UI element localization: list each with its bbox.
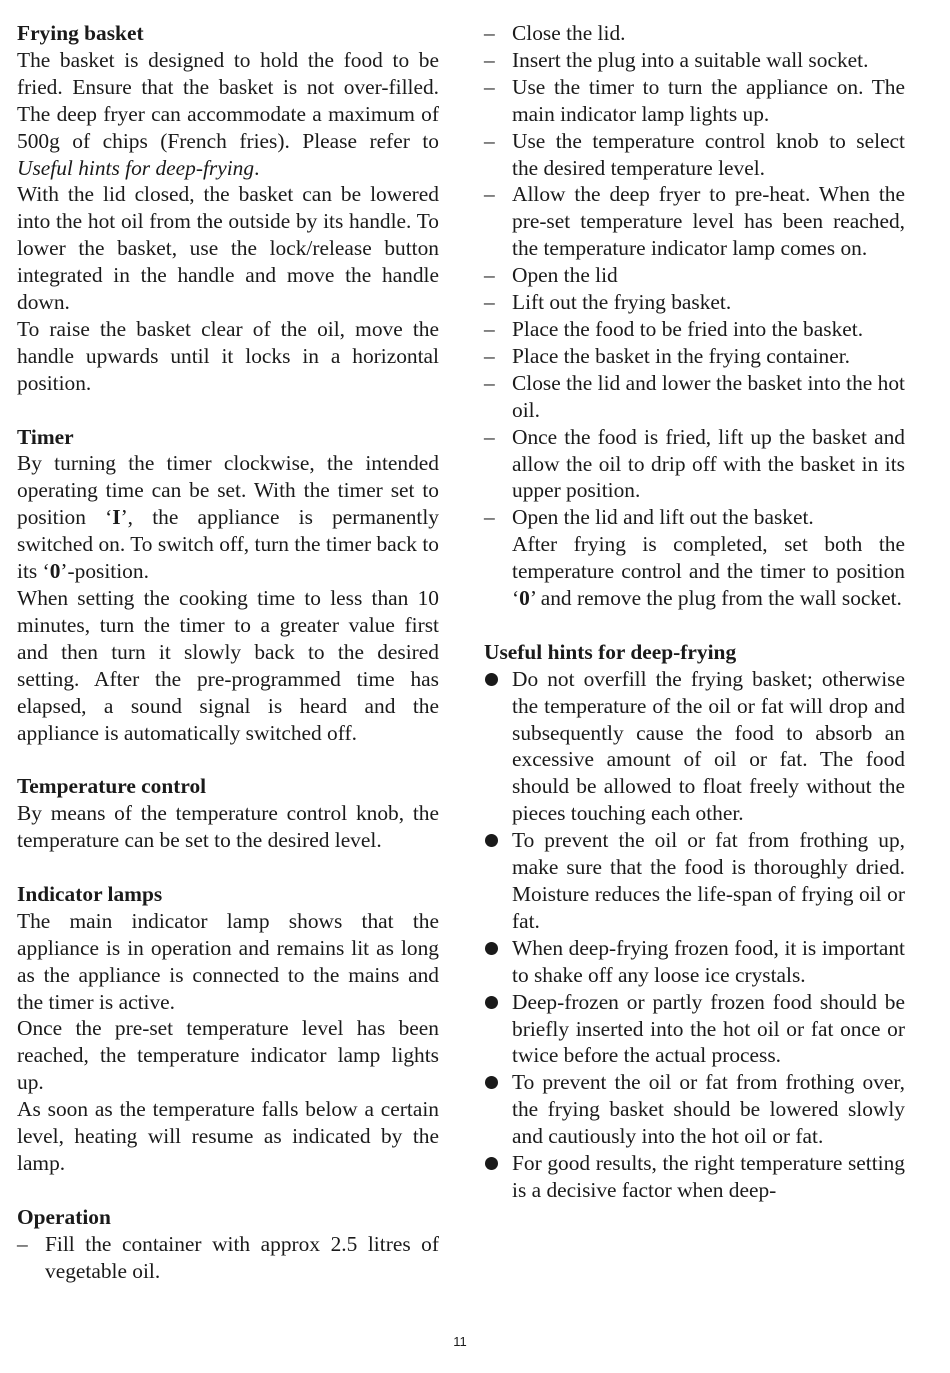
operation-heading: Operation <box>17 1204 111 1229</box>
operation-step: – Close the lid. <box>484 20 905 47</box>
hint-item: When deep-frying frozen food, it is important to shake off any loose ice crystals. <box>484 935 905 989</box>
temperature-control-paragraph: By means of the temperature control knob, the temperature can be set to the desired level. <box>17 801 439 853</box>
timer-paragraph-2: When setting the cooking time to less than 10 minutes, turn the timer to a greater value first and then turn it slowly back to the desired setting. After the pre-programmed time has elapsed, a sound signal is heard and the appliance is automatically switched off. <box>17 586 439 745</box>
bullet-icon <box>485 1157 498 1170</box>
bullet-icon <box>485 1076 498 1089</box>
indicator-lamps-paragraph-3: As soon as the temperature falls below a certain level, heating will resume as indicated by the lamp. <box>17 1097 439 1176</box>
hints-reference: Useful hints for deep-frying <box>17 155 255 180</box>
operation-list-continued <box>484 20 905 531</box>
timer-paragraph-1: By turning the timer clockwise, the intended operating time can be set. With the timer set to position ‘I’, the appliance is permanently switched on. To switch off, turn the timer back to its ‘0’-position. <box>17 451 439 584</box>
operation-step: – Use the temperature control knob to select the desired temperature level. <box>484 128 905 182</box>
useful-hints-heading: Useful hints for deep-frying <box>484 639 737 664</box>
operation-step: – Open the lid <box>484 262 905 289</box>
frying-basket-paragraph-3: To raise the basket clear of the oil, move the handle upwards until it locks in a horizontal position. <box>17 316 439 395</box>
indicator-lamps-paragraph-1: The main indicator lamp shows that the appliance is in operation and remains lit as long as the appliance is connected to the mains and the timer is active. <box>17 908 439 1014</box>
operation-step: – Fill the container with approx 2.5 litres of vegetable oil. <box>17 1231 439 1285</box>
bullet-icon <box>485 996 498 1009</box>
hint-item: To prevent the oil or fat from frothing up, make sure that the food is thoroughly dried. Moisture reduces the life-span of frying oil or fat. <box>484 827 905 935</box>
frying-basket-paragraph-2: With the lid closed, the basket can be lowered into the hot oil from the outside by its handle. To lower the basket, use the lock/release button integrated in the handle and move the handle down. <box>17 182 439 315</box>
hint-item: Do not overfill the frying basket; otherwise the temperature of the oil or fat will drop and subsequently cause the food to absorb an excessive amount of oil or fat. The food should be allowed to float freely without the pieces touching each other. <box>484 666 905 827</box>
operation-step: – Close the lid and lower the basket into the hot oil. <box>484 370 905 424</box>
hint-item: For good results, the right temperature setting is a decisive factor when deep- <box>484 1150 905 1204</box>
operation-step: – Place the basket in the frying container. <box>484 343 905 370</box>
indicator-lamps-heading: Indicator lamps <box>17 881 163 906</box>
useful-hints-list <box>484 666 905 1204</box>
operation-list-start <box>17 1231 439 1285</box>
frying-basket-paragraph-1: The basket is designed to hold the food to be fried. Ensure that the basket is not over-filled. The deep fryer can accommodate a maximum of 500g of chips (French fries). Please refer to Useful hints for deep-frying. <box>17 47 439 180</box>
operation-step: – Insert the plug into a suitable wall socket. <box>484 47 905 74</box>
bullet-icon <box>485 673 498 686</box>
page-number: 11 <box>453 1334 467 1349</box>
frying-basket-heading: Frying basket <box>17 21 144 45</box>
bullet-icon <box>485 942 498 955</box>
operation-step: – Lift out the frying basket. <box>484 289 905 316</box>
after-frying-paragraph: After frying is completed, set both the temperature control and the timer to position ‘0’ and remove the plug from the wall socket. <box>512 532 905 611</box>
timer-heading: Timer <box>17 424 74 449</box>
hint-item: To prevent the oil or fat from frothing over, the frying basket should be lowered slowly and cautiously into the hot oil or fat. <box>484 1069 905 1150</box>
operation-step: – Place the food to be fried into the basket. <box>484 316 905 343</box>
indicator-lamps-paragraph-2: Once the pre-set temperature level has been reached, the temperature indicator lamp lights up. <box>17 1016 439 1095</box>
bullet-icon <box>485 834 498 847</box>
operation-step: – Open the lid and lift out the basket. <box>484 504 905 531</box>
operation-step: – Use the timer to turn the appliance on. The main indicator lamp lights up. <box>484 74 905 128</box>
operation-step: – Once the food is fried, lift up the basket and allow the oil to drip off with the basket in its upper position. <box>484 424 905 505</box>
operation-step: – Allow the deep fryer to pre-heat. When the pre-set temperature level has been reached, the temperature indicator lamp comes on. <box>484 181 905 262</box>
right-column <box>484 20 905 1204</box>
left-column <box>17 20 439 1285</box>
hint-item: Deep-frozen or partly frozen food should be briefly inserted into the hot oil or fat once or twice before the actual process. <box>484 989 905 1070</box>
temperature-control-heading: Temperature control <box>17 774 207 799</box>
